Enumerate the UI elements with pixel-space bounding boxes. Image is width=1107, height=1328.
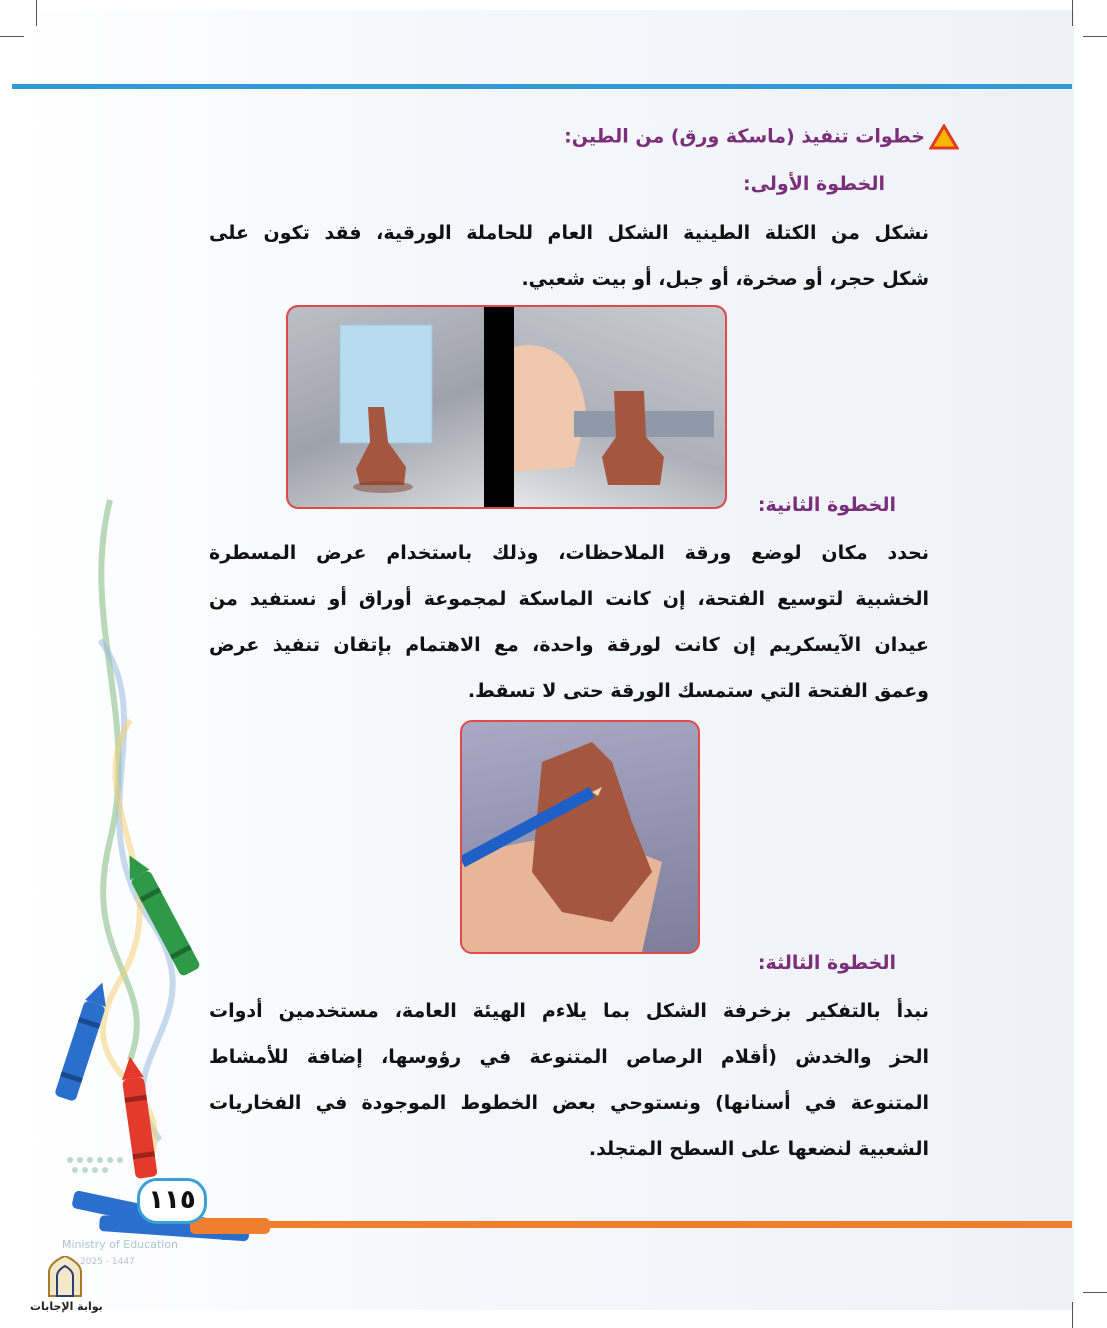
ministry-name: Ministry of Education — [62, 1238, 179, 1251]
paragraph-line: وعمق الفتحة التي ستمسك الورقة حتى لا تسقط. — [467, 680, 929, 702]
step1-title: الخطوة الأولى: — [742, 173, 885, 195]
step2-paragraph — [209, 530, 929, 714]
paragraph-line: الخشبية لتوسيع الفتحة، إن كانت الماسكة لمجموعة أوراق أو نستفيد من — [209, 588, 929, 610]
portal-logo-icon — [45, 1256, 85, 1298]
page-heading — [564, 124, 959, 150]
crop-mark — [1083, 36, 1107, 37]
step2-title: الخطوة الثانية: — [757, 494, 896, 516]
crop-mark — [0, 36, 24, 37]
edition-year: 2025 - 1447 — [80, 1257, 135, 1267]
portal-label[interactable]: بوابة الإجابات — [30, 1300, 103, 1313]
top-rule — [12, 84, 1072, 89]
photo-pencil-decorating-clay — [460, 720, 700, 954]
crop-mark — [36, 0, 37, 26]
bottom-rule — [250, 1221, 1072, 1228]
photo-clay-holder-with-paper — [288, 307, 484, 507]
paragraph-line: نبدأ بالتفكير بزخرفة الشكل بما يلاءم الهيئة العامة، مستخدمين أدوات — [209, 1000, 929, 1022]
step1-paragraph — [209, 210, 929, 302]
paragraph-line: عيدان الآيسكريم إن كانت لورقة واحدة، مع الاهتمام بإتقان تنفيذ عرض — [209, 634, 929, 656]
paragraph-line: المتنوعة في أسنانها) ونستوحي بعض الخطوط الموجودة في الفخاريات — [209, 1092, 929, 1114]
photo-pair-step1 — [286, 305, 727, 509]
crop-mark — [1072, 1302, 1073, 1328]
step3-paragraph — [209, 988, 929, 1172]
page-number: ١١٥ — [137, 1178, 207, 1224]
paragraph-line: الشعبية لنضعها على السطح المتجلد. — [588, 1138, 929, 1160]
paragraph-line: الحز والخدش (أقلام الرصاص المتنوعة في رؤوسها، إضافة للأمشاط — [209, 1046, 929, 1068]
photo-hand-shaping-clay — [514, 307, 725, 507]
paragraph-line: نحدد مكان لوضع ورقة الملاحظات، وذلك باستخدام عرض المسطرة — [209, 542, 929, 564]
paragraph-line: نشكل من الكتلة الطينية الشكل العام للحاملة الورقية، فقد تكون على — [209, 222, 929, 244]
page-heading-text: خطوات تنفيذ (ماسكة ورق) من الطين: — [564, 125, 925, 148]
paragraph-line: شكل حجر، أو صخرة، أو جبل، أو بيت شعبي. — [521, 268, 929, 290]
step3-title: الخطوة الثالثة: — [757, 952, 896, 974]
crop-mark — [1083, 1292, 1107, 1293]
crop-mark — [1072, 0, 1073, 26]
warning-triangle-icon — [929, 124, 959, 150]
ministry-logo-icon — [67, 1157, 123, 1173]
